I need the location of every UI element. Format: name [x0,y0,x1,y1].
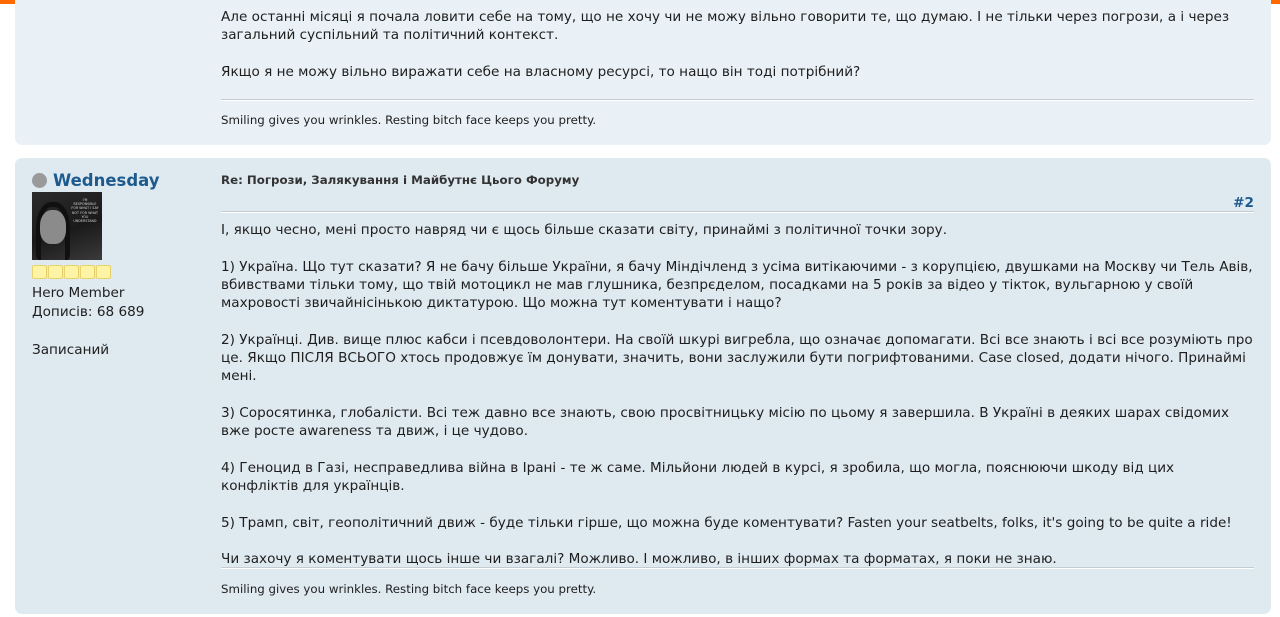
post-paragraph: 5) Трамп, світ, геополітичний движ - буде тільки гірше, що можна буде коментувати? Fasten your seatbelts, folks, it's going to be quite a ride! [221,514,1232,531]
member-post-count: Дописів: 68 689 [32,304,145,320]
rank-star-icon [64,265,79,279]
post-paragraph: 2) Українці. Див. вище плюс кабси і псевдоволонтери. На своїй шкурі вигребла, що означає допомагати. Всі все знають і всі все розуміють про це. Якщо ПІСЛЯ ВСЬОГО хтось продовжує їм донувати, значить, вони заслужили бути погрифтованими. Case closed, додати нічого. Принаймі мені. [221,331,1253,385]
avatar-face [40,210,66,244]
post-paragraph: І, якщо чесно, мені просто навряд чи є щось більше сказати світу, принаймі з політичної точки зору. [221,222,948,238]
post-body [221,221,1254,569]
post-paragraph: Чи захочу я коментувати щось інше чи взагалі? Можливо. І можливо, в інших формах та форматах, я поки не знаю. [221,551,1057,568]
post-author-panel [32,170,202,360]
rank-star-icon [32,265,47,279]
post-body [221,8,1254,81]
post-paragraph: 4) Геноцид в Газі, несправедлива війна в Ірані - те ж саме. Мільйони людей в курсі, я зробила, що могла, пояснюючи шкоду від цих конфліктів для українців. [221,459,1175,495]
avatar-caption: I'M RESPONSIBLE FOR WHAT I SAY NOT FOR WHAT YOU UNDERSTAND [71,198,99,224]
avatar[interactable] [32,192,102,260]
post-subject[interactable]: Re: Погрози, Залякування і Майбутнє Цього Форуму [221,173,580,187]
signature: Smiling gives you wrinkles. Resting bitch face keeps you pretty. [221,113,597,127]
author-line [32,170,202,190]
member-rank: Hero Member [32,285,125,301]
post-number-link[interactable]: #2 [1233,195,1254,211]
signature: Smiling gives you wrinkles. Resting bitch face keeps you pretty. [221,582,597,596]
signature-divider [221,99,1254,101]
author-name-link[interactable]: Wednesday [53,170,160,190]
offline-status-icon [32,173,47,188]
rank-stars [32,265,202,279]
post-paragraph: Але останні місяці я почала ловити себе на тому, що не хочу чи не можу вільно говорити те, що думаю. І не тільки через погрози, а і через загальний суспільний та політичний контекст. [221,9,1230,44]
post-paragraph: Якщо я не можу вільно виражати себе на власному ресурсі, то нащо він тоді потрібний? [221,63,861,80]
rank-star-icon [48,265,63,279]
rank-star-icon [80,265,95,279]
forum-post-1 [15,0,1271,145]
forum-post-2 [15,158,1271,614]
signature-divider [221,567,1254,569]
post-paragraph: 3) Соросятинка, глобалісти. Всі теж давно все знають, свою просвітницьку місію по цьому я завершила. В Україні в деяких шарах свідомих вже росте awareness та движ, і це чудово. [221,404,1230,440]
post-header-divider [221,211,1254,213]
post-paragraph: 1) Україна. Що тут сказати? Я не бачу більше України, я бачу Міндічленд з усіма витікаючими - з корупцією, двушками на Москву чи Тель Авів, вбивствами тільки тому, що твій мотоцикл не мав глушника, безпрєделом, посадками на 5 років за відео у тікток, вульгарною у своїй махровості звичайнісінькою диктатурою. Що можна тут коментувати і нащо? [221,258,1253,312]
rank-star-icon [96,265,111,279]
saved-label: Записаний [32,342,110,358]
